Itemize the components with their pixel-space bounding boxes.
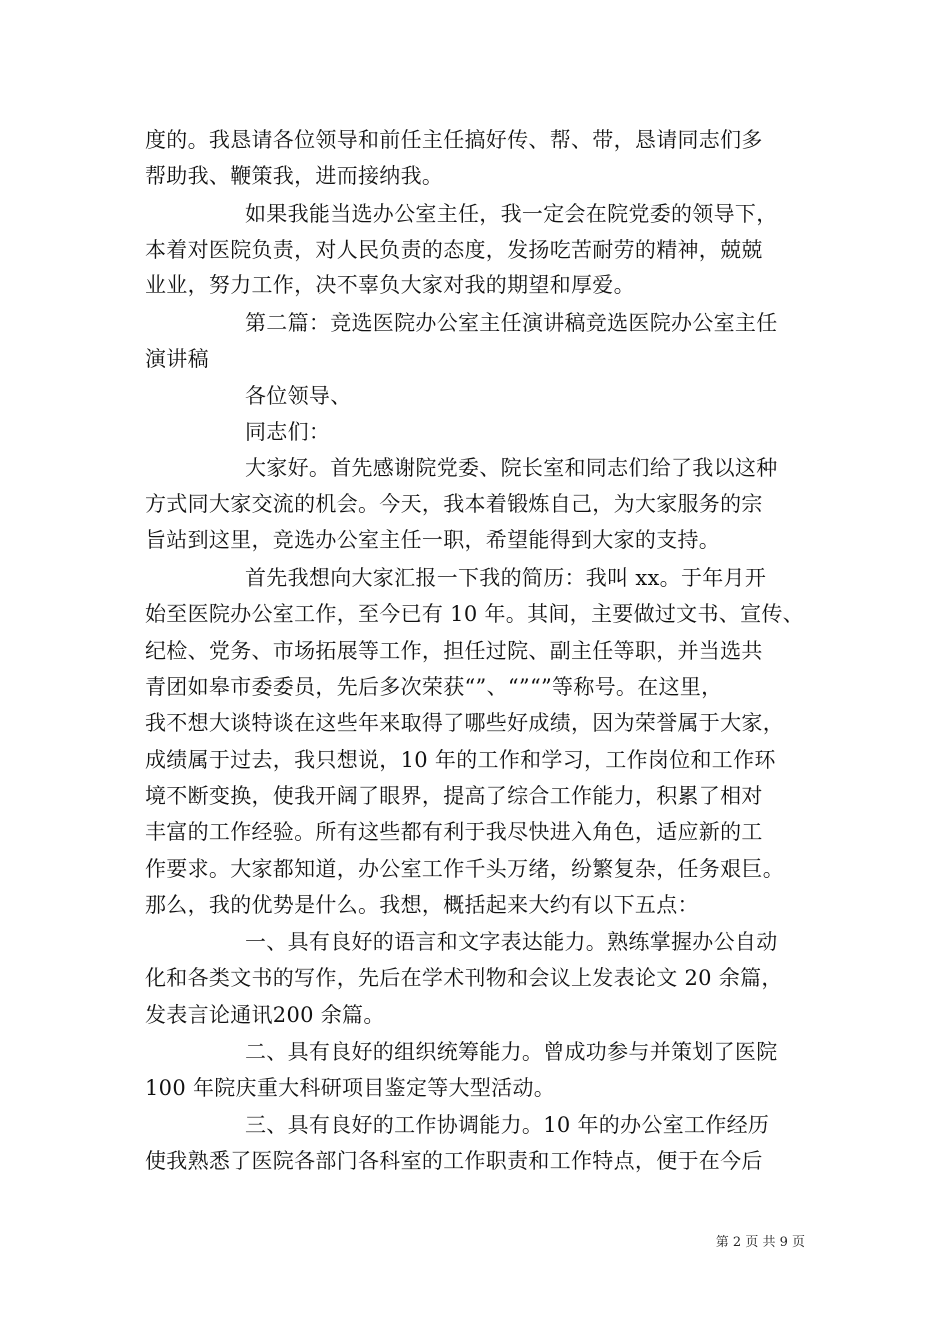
salutation-line: 各位领导、	[245, 384, 352, 408]
section-heading: 第二篇：竞选医院办公室主任演讲稿竞选医院办公室主任	[245, 311, 778, 335]
text-line: 化和各类文书的写作，先后在学术刊物和会议上发表论文 20 余篇，	[145, 966, 783, 990]
text-line: 本着对医院负责，对人民负责的态度，发扬吃苦耐劳的精神，兢兢	[145, 238, 763, 262]
text-line: 度的。我恳请各位领导和前任主任搞好传、帮、带，恳请同志们多	[145, 128, 763, 152]
list-item-first-line: 二、具有良好的组织统筹能力。曾成功参与并策划了医院	[245, 1040, 778, 1064]
text-line: 我不想大谈特谈在这些年来取得了哪些好成绩，因为荣誉属于大家，	[145, 711, 784, 735]
text-line: 旨站到这里，竞选办公室主任一职，希望能得到大家的支持。	[145, 528, 721, 552]
paragraph-first-line: 首先我想向大家汇报一下我的简历：我叫 xx。于年月开	[245, 566, 767, 590]
text-line: 丰富的工作经验。所有这些都有利于我尽快进入角色，适应新的工	[145, 820, 763, 844]
text-line: 100 年院庆重大科研项目鉴定等大型活动。	[145, 1076, 556, 1100]
text-line: 那么，我的优势是什么。我想，概括起来大约有以下五点：	[145, 893, 699, 917]
text-line: 境不断变换，使我开阔了眼界，提高了综合工作能力，积累了相对	[145, 784, 763, 808]
list-item-first-line: 三、具有良好的工作协调能力。10 年的办公室工作经历	[245, 1113, 770, 1137]
text-line: 作要求。大家都知道，办公室工作千头万绪，纷繁复杂，任务艰巨。	[145, 857, 784, 881]
text-line: 方式同大家交流的机会。今天，我本着锻炼自己，为大家服务的宗	[145, 492, 763, 516]
text-line: 青团如皋市委委员，先后多次荣获“”、“”“”等称号。在这里，	[145, 675, 723, 699]
section-heading-cont: 演讲稿	[145, 347, 209, 371]
text-line: 成绩属于过去，我只想说，10 年的工作和学习，工作岗位和工作环	[145, 748, 776, 772]
text-line: 使我熟悉了医院各部门各科室的工作职责和工作特点，便于在今后	[145, 1149, 763, 1173]
list-item-first-line: 一、具有良好的语言和文字表达能力。熟练掌握办公自动	[245, 930, 778, 954]
page-number-footer: 第 2 页 共 9 页	[715, 1235, 805, 1250]
text-line: 纪检、党务、市场拓展等工作，担任过院、副主任等职，并当选共	[145, 639, 763, 663]
paragraph-first-line: 如果我能当选办公室主任，我一定会在院党委的领导下，	[245, 202, 778, 226]
text-line: 发表言论通讯200 余篇。	[145, 1003, 385, 1027]
text-line: 帮助我、鞭策我，进而接纳我。	[145, 164, 444, 188]
text-line: 始至医院办公室工作，至今已有 10 年。其间，主要做过文书、宣传、	[145, 602, 804, 626]
paragraph-first-line: 大家好。首先感谢院党委、院长室和同志们给了我以这种	[245, 456, 778, 480]
salutation-line: 同志们：	[245, 420, 331, 444]
text-line: 业业，努力工作，决不辜负大家对我的期望和厚爱。	[145, 273, 635, 297]
